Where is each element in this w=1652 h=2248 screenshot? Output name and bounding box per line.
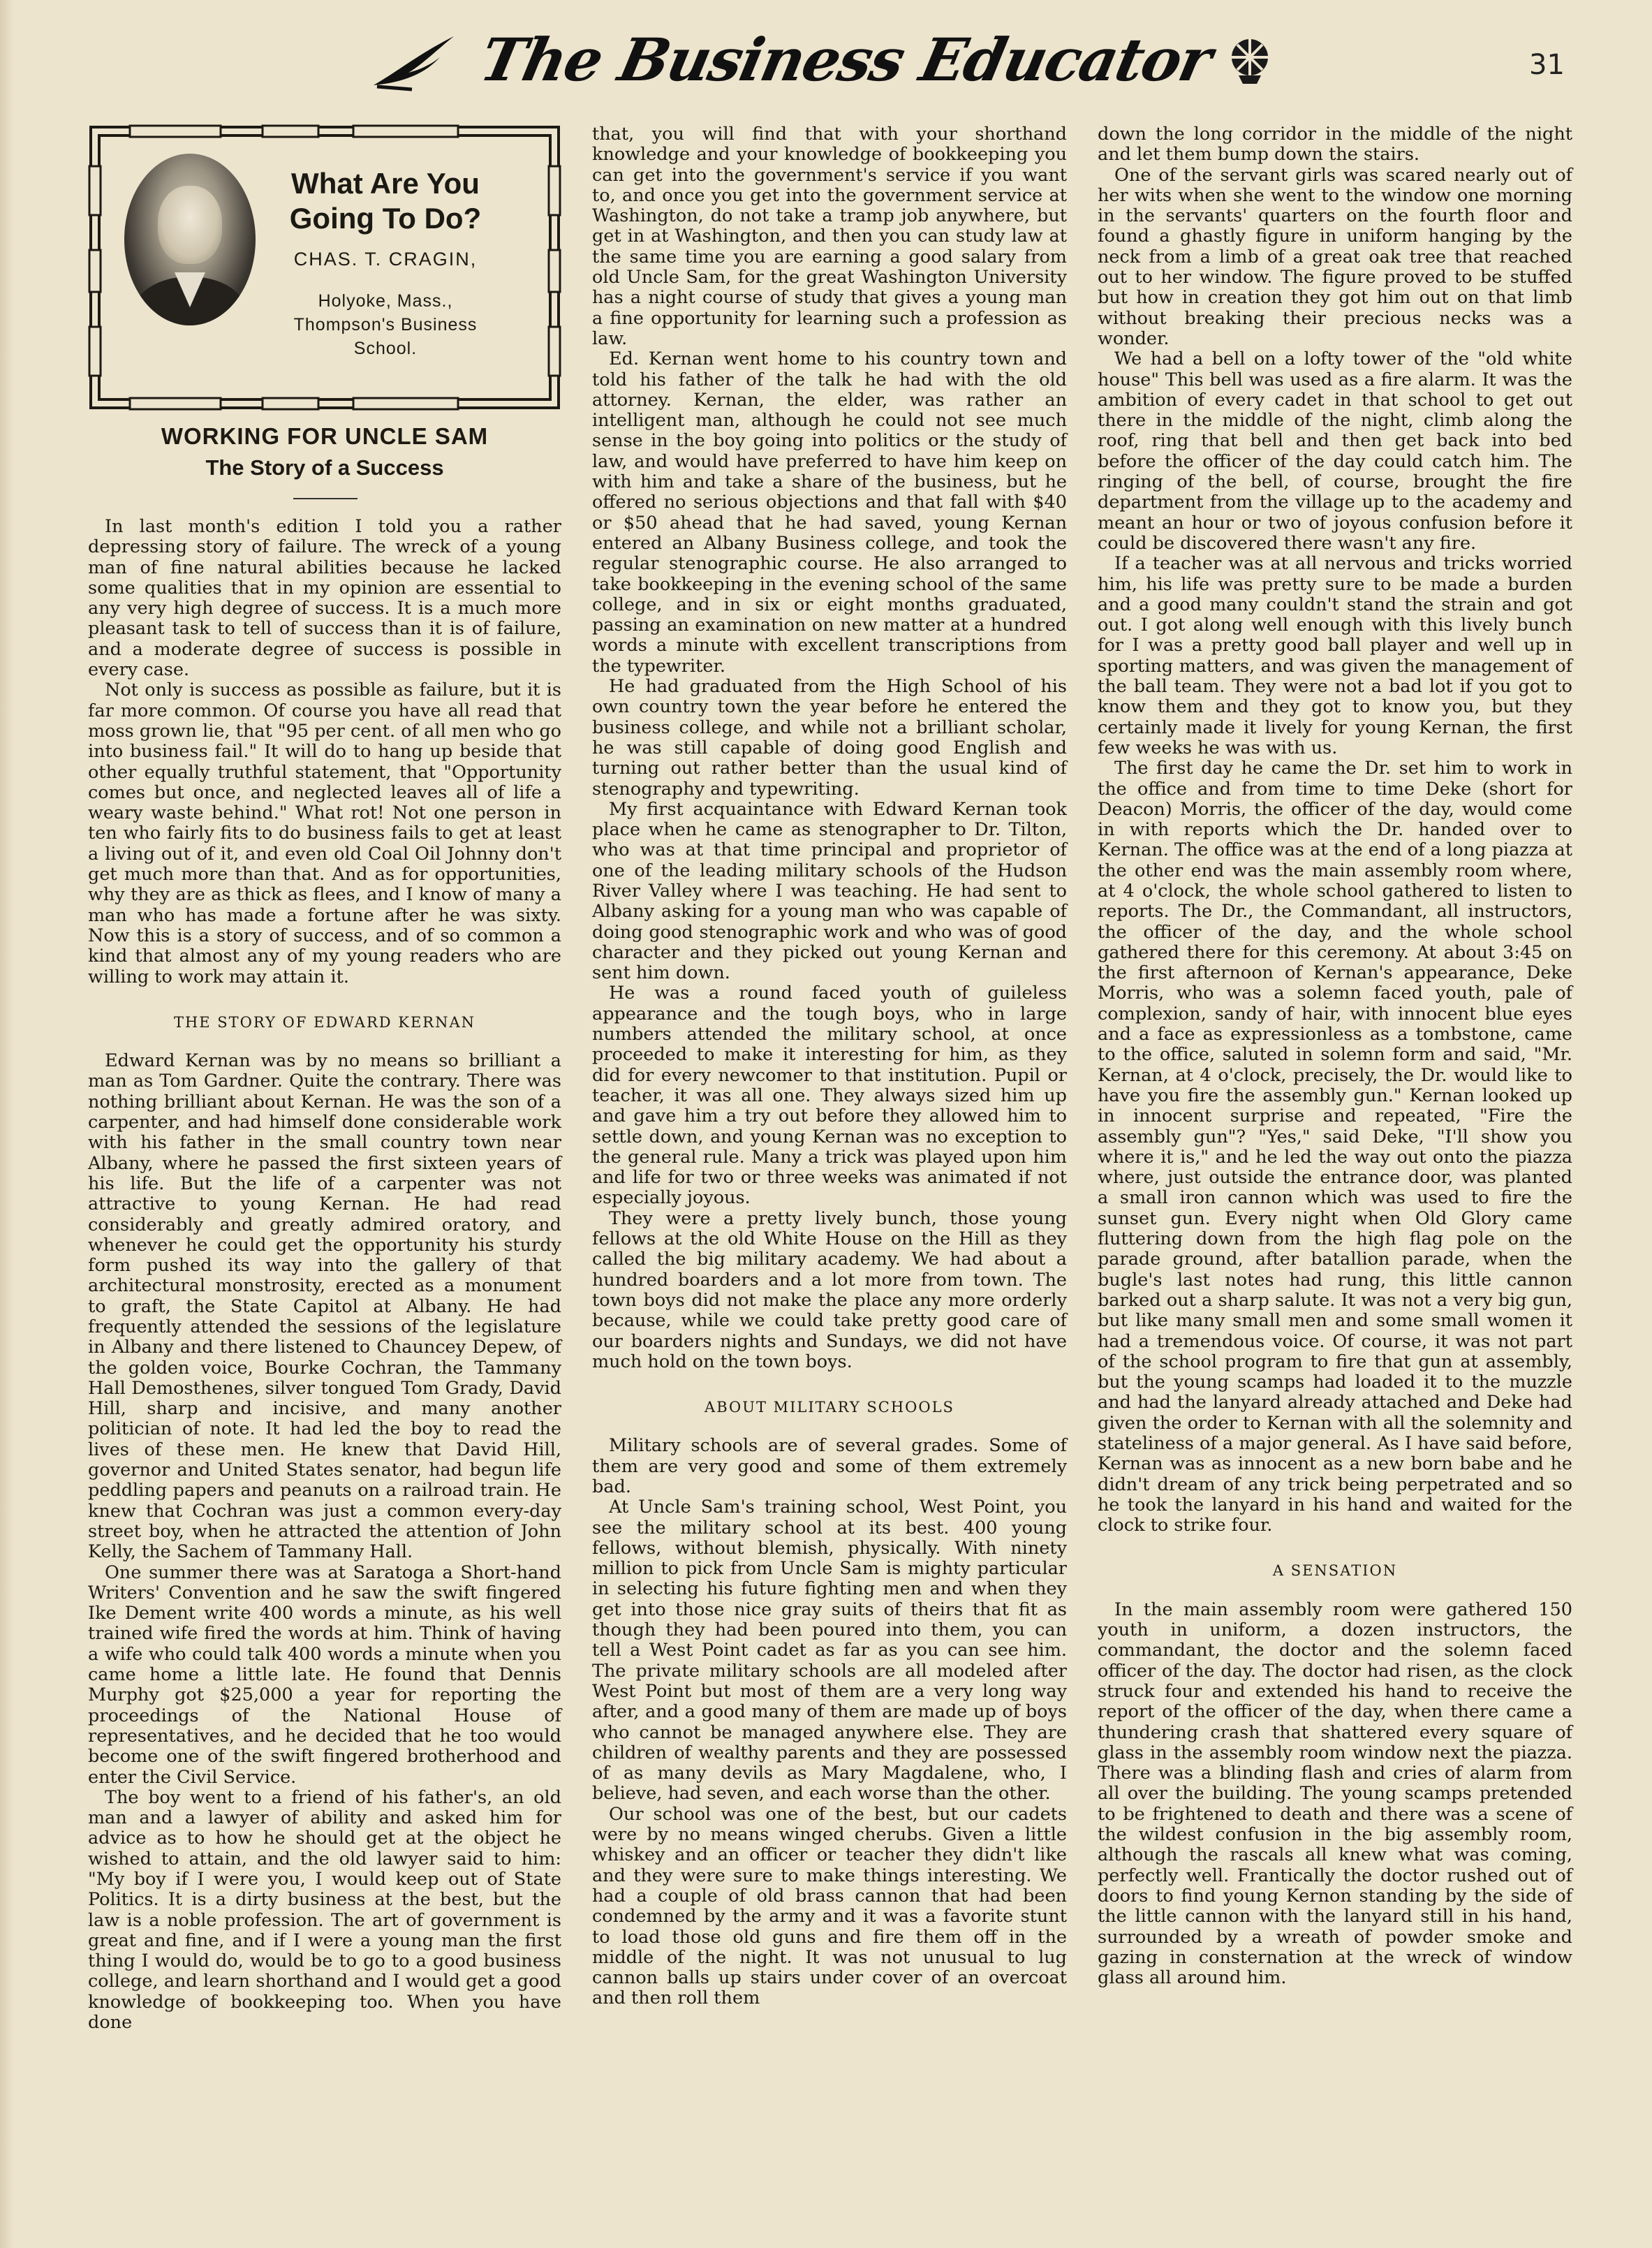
paragraph: Not only is success as possible as failure, but it is far more common. Of course you have all read that moss grown lie, that "95 per cent. of all men who go into business fail." It will do to hang up beside that other equally truthful statement, that "Opportunity comes but once, and neglected leaves all of life a weary waste behind." What rot! Not one person in ten who fairly fits to do business fails to get at least a living out of it, and even old Coal Oil Johnny don't get much more than that. And as for opportunities, why they are as thick as flees, and I know of many a man who has made a fortune after he was sixty. Now this is a story of success, and of so common a kind that almost any of my young readers who are willing to work may attain it.: [88, 679, 561, 987]
author-affiliation: Holyoke, Mass., Thompson's Business School.: [293, 291, 478, 358]
paragraph: He was a round faced youth of guileless appearance and the tough boys, who in large numbers attended the military school, at once proceeded to make it interesting for him, as they did for every newcomer to that institution. Pupil or teacher, it was all one. They always sized him up and gave him a try out before they allowed him to settle down, and young Kernan was no exception to the general rule. Many a trick was played upon him and life for two or three weeks was animated if not especially joyous.: [592, 983, 1067, 1209]
page-gutter-shadow: [0, 0, 14, 2248]
paragraph: The boy went to a friend of his father's, an old man and a lawyer of ability and asked him for advice as to how he should get at the object he wished to attain, and the old lawyer said to him: "My boy if I were you, I would keep out of State Politics. It is a dirty business at the best, but the law is a noble profession. The art of government is great and fine, and if I were a young man the first thing I would do, would be to go to a good business college, and learn shorthand and I would get a good knowledge of bookkeeping too. When you have done: [88, 1786, 561, 2034]
paragraph: One summer there was at Saratoga a Short-hand Writers' Convention and he saw the swift fingered Ike Dement write 400 words a minute, as his well trained wife fired the words at him. Think of having a wife who could talk 400 words a minute when you came home a little late. He found that Dennis Murphy got $25,000 a year for reporting the proceedings of the National House of representatives, and he decided that he too would become one of the swift fingered brotherhood and enter the Civil Service.: [88, 1562, 561, 1788]
column-title-box: [88, 124, 561, 411]
author-portrait: [124, 154, 256, 325]
paragraph: My first acquaintance with Edward Kernan took place when he came as stenographer to Dr. Tilton, who was at that time principal and proprietor of one of the leading military schools of the Hudson River Valley where I was teaching. He had sent to Albany asking for a young man who was capable of doing good stenographic work and who was of good character and they picked out young Kernan and sent him down.: [592, 798, 1067, 984]
paragraph: down the long corridor in the middle of the night and let them bump down the stairs.: [1098, 124, 1572, 166]
paragraph: If a teacher was at all nervous and tricks worried him, his life was pretty sure to be made a burden and a good many couldn't stand the strain and got out. I got along well enough with this lively bunch for I was a pretty good ball player and well up in sporting matters, and was given the management of the ball team. They were not a bad lot if you got to know them and they got to know you, but they certainly made it lively for young Kernan, the first few weeks he was with us.: [1098, 553, 1572, 758]
title-divider: [293, 498, 357, 499]
paragraph: In the main assembly room were gathered 150 youth in uniform, a dozen instructors, the commandant, the doctor and the solemn faced officer of the day. The doctor had risen, as the clock struck four and extended his hand to receive the report of the officer of the day, when there came a thundering crash that shattered every square of glass in the assembly room window next the piazza. There was a blinding flash and cries of alarm from all over the building. The young scamps pretended to be frightened to death and there was a scene of the wildest confusion in the big assembly room, although the rascals all knew what was coming, perfectly well. Frantically the doctor rushed out of doors to find young Kernon standing by the side of the little cannon with the lanyard still in his hand, surrounded by a wreath of powder smoke and gazing in consternation at the wreck of window glass all around him.: [1098, 1599, 1572, 1989]
masthead: [335, 25, 1327, 102]
text-column-3: [1098, 124, 1572, 1988]
paragraph: In last month's edition I told you a rather depressing story of failure. The wreck of a young man of fine natural abilities because he lacked some qualities that in my opinion are essential to any very high degree of success. It is a much more pleasant task to tell of success than it is of failure, and a moderate degree of success is possible in every case.: [88, 516, 561, 681]
page-number: 31: [1529, 49, 1565, 81]
author-name: CHAS. T. CRAGIN,: [293, 249, 478, 270]
paragraph: Military schools are of several grades. Some of them are very good and some of them extremely bad.: [592, 1435, 1067, 1497]
paragraph: They were a pretty lively bunch, those young fellows at the old White House on the Hill as they called the big military academy. We had about a hundred boarders and a lot more from town. The town boys did not make the place any more orderly because, while we could take pretty good care of our boarders nights and Sundays, we did not have much hold on the town boys.: [592, 1207, 1067, 1372]
paragraph: Our school was one of the best, but our cadets were by no means winged cherubs. Given a little whiskey and an officer or teacher they didn't like and they were sure to make things interesting. We had a couple of old brass cannon that had been condemned by the army and it was a favorite stunt to load those old guns and fire them off in the middle of the night. It was not unusual to lug cannon balls up stairs under cover of an overcoat and then roll them: [592, 1803, 1067, 2009]
crest-icon: [1222, 32, 1278, 91]
text-column-2: [592, 124, 1067, 2009]
article-subtitle: The Story of a Success: [205, 455, 444, 480]
paragraph: At Uncle Sam's training school, West Point, you see the military school at its best. 400 young fellows, without blemish, physically. With ninety million to pick from Uncle Sam is mighty particular in selecting his future fighting men and when they get into those nice gray suits of theirs that fit as though they had been poured into them, you can tell a West Point cadet as far as you can see him. The private military schools are all modeled after West Point but most of them are a very long way after, and a good many of them are made up of boys who cannot be managed anywhere else. They are children of wealthy parents and they are possessed of as many devils as Mary Magdalene, who, I believe, had seven, and each worse than the other.: [592, 1497, 1067, 1805]
section-heading: ABOUT MILITARY SCHOOLS: [705, 1399, 954, 1416]
paragraph: The first day he came the Dr. set him to work in the office and from time to time Deke (short for Deacon) Morris, the officer of the day, would come in with reports which the Dr. handed over to Kernan. The office was at the end of a long piazza at the other end was the main assembly room where, at 4 o'clock, the whole school gathered to listen to reports. The Dr., the Commandant, all instructors, the officer of the day, and the whole school gathered there for this ceremony. At about 3:45 on the first afternoon of Kernan's appearance, Deke Morris, who was a solemn faced youth, pale of complexion, sandy of hair, with innocent blue eyes and a face as expressionless as a tombstone, came to the office, saluted in solemn form and said, "Mr. Kernan, at 4 o'clock, precisely, the Dr. would like to have you fire the assembly gun." Kernan looked up in innocent surprise and repeated, "Fire the assembly gun"? "Yes," said Deke, "I'll show you where it is," and he led the way out onto the piazza where, just outside the entrance door, was planted a small iron cannon which was used to fire the sunset gun. Every night when Old Glory came fluttering down from the high flag pole on the parade ground, after batallion parade, when the bugle's last notes had rung, this little cannon barked out a sharp salute. It was not a very big gun, but like many small men and some small women it had a tremendous voice. Of course, it was not part of the school program to fire that gun at assembly, but the young scamps had loaded it to the muzzle and had the lanyard already attached and Deke had given the order to Kernan with all the solemnity and stateliness of a major general. As I have said before, Kernan was as innocent as a new born babe and he didn't dream of any trick being perpetrated and so he took the lanyard in his hand and waited for the clock to strike four.: [1098, 758, 1572, 1536]
text-column-1: [88, 517, 561, 2033]
paragraph: We had a bell on a lofty tower of the "old white house" This bell was used as a fire alarm. It was the ambition of every cadet in that school to get out there in the middle of the night, climb along the roof, ring that bell and then get back into bed before the officer of the day could catch him. The ringing of the bell, of course, brought the fire department from the village up to the academy and meant an hour or two of joyous confusion before it could be discovered there wasn't any fire.: [1098, 348, 1572, 554]
quill-icon: [370, 29, 461, 95]
paragraph: Ed. Kernan went home to his country town and told his father of the talk he had with the old attorney. Kernan, the elder, was rather an intelligent man, although he could not see much sense in the boy going into politics or the study of law, and would have preferred to have him keep on with him and take a share of the business, but he offered no serious objections and that fall with $40 or $50 ahead that he had saved, young Kernan entered an Albany Business college, and took the regular stenographic course. He also arranged to take bookkeeping in the evening school of the same college, and in six or eight months graduated, passing an examination on new matter at a hundred words a minute with excellent transcriptions from the typewriter.: [592, 348, 1067, 677]
column-heading: What Are You Going To Do?: [289, 167, 482, 235]
paragraph: One of the servant girls was scared nearly out of her wits when she went to the window one morning in the servants' quarters on the fourth floor and found a ghastly figure in uniform hanging by the neck from a limb of a great oak tree that reached out to her window. The figure proved to be stuffed but how in creation they got him out on that limb without breaking their precious necks was a wonder.: [1098, 164, 1572, 349]
paragraph: that, you will find that with your shorthand knowledge and your knowledge of bookkeeping you can get into the government's service if you want to, and once you get into the government service at Washington, do not take a tramp job anywhere, but get in at Washington, and then you can study law at the same time you are earning a good salary from old Uncle Sam, for the great Washington University has a night course of study that gives a young man a fine opportunity for learning such a profession as law.: [592, 124, 1067, 349]
paragraph: Edward Kernan was by no means so brilliant a man as Tom Gardner. Quite the contrary. There was nothing brilliant about Kernan. He was the son of a carpenter, and had himself done considerable work with his father in the small country town near Albany, where he passed the first sixteen years of his life. But the life of a carpenter was not attractive to young Kernan. He had read considerably and greatly admired oratory, and whenever he could get the opportunity his sturdy form pushed its way into the gallery of that architectural monstrosity, erected as a monument to graft, the State Capitol at Albany. He had frequently attended the sessions of the legislature in Albany and there listened to Chauncey Depew, of the golden voice, Bourke Cochran, the Tammany Hall Demosthenes, silver tongued Tom Grady, David Hill, sharp and incisive, and many another politician of note. It had led the boy to read the lives of these men. He knew that David Hill, governor and United States senator, had begun life peddling papers and peanuts on a railroad train. He knew that Cochran was just a common every-day street boy, when he attracted the attention of John Kelly, the Sachem of Tammany Hall.: [88, 1050, 561, 1563]
paragraph: He had graduated from the High School of his own country town the year before he entered the business college, and while not a brilliant scholar, he was still capable of doing good English and turning out rather better than the usual kind of stenography and typewriting.: [592, 676, 1067, 800]
masthead-title: The Business Educator: [474, 25, 1217, 94]
article-title: WORKING FOR UNCLE SAM: [161, 423, 489, 449]
section-heading: THE STORY OF EDWARD KERNAN: [173, 1013, 476, 1031]
section-heading: A SENSATION: [1272, 1562, 1398, 1580]
